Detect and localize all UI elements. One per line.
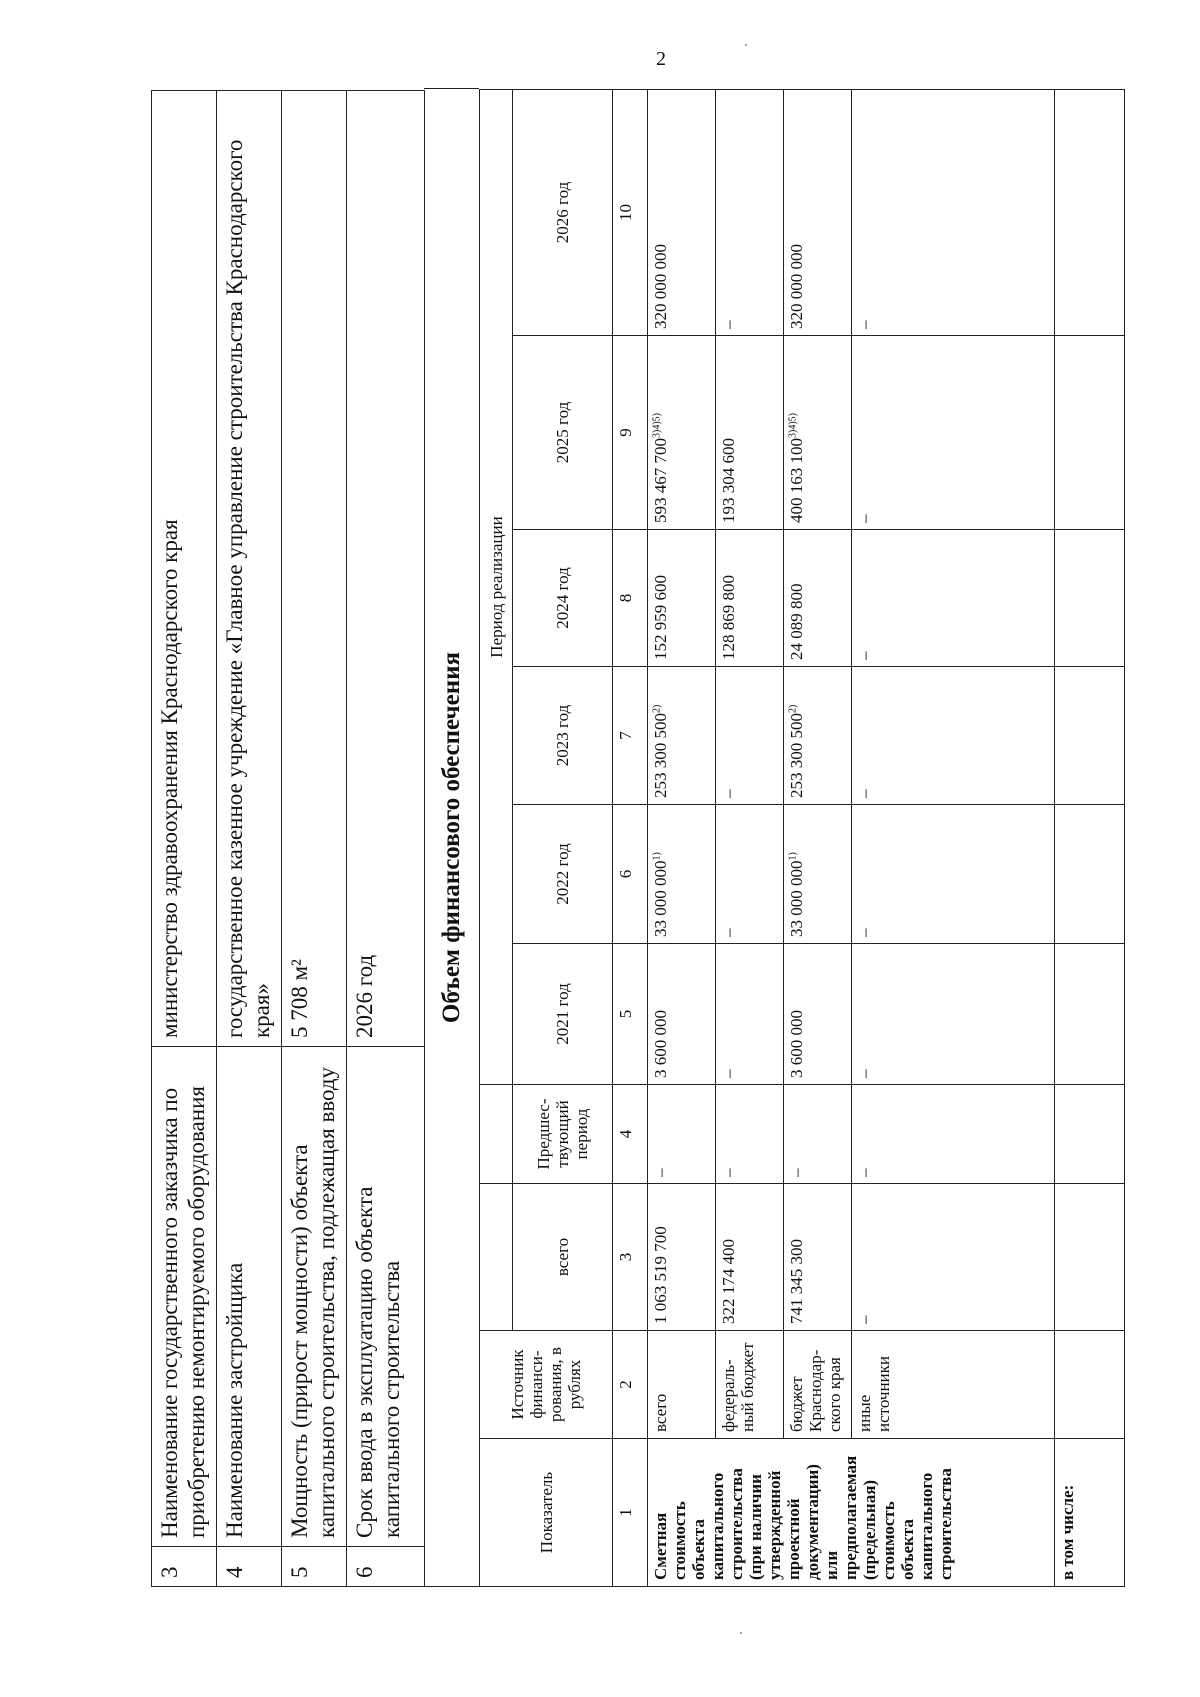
year-cell: – [716, 944, 784, 1085]
indicator-cell: Сметная стоимость объекта капитального строительства (при наличии утвержденной проектной документации) или предполагаемая (предельная) стоимость объекта капитального строительства [648, 1439, 1055, 1587]
header-indicator: Показатель [480, 1439, 613, 1587]
column-index: 10 [613, 89, 648, 335]
column-index: 1 [613, 1439, 648, 1587]
info-row [152, 91, 217, 1587]
info-row [282, 91, 347, 1587]
source-cell: всего [648, 1331, 716, 1439]
year-cell: 128 869 800 [716, 530, 784, 667]
empty-cell [1055, 1085, 1125, 1184]
row-number: 3 [152, 1547, 217, 1587]
footnote-mark: 3)4)5) [651, 413, 663, 438]
row-number: 6 [347, 1547, 425, 1587]
table-row [716, 89, 784, 1586]
year-cell [648, 805, 716, 944]
year-cell [648, 667, 716, 805]
year-cell: – [716, 667, 784, 805]
header-total: всего [513, 1184, 613, 1331]
year-cell: – [852, 944, 1055, 1085]
year-cell: 3 600 000 [784, 944, 852, 1085]
header-year: 2026 год [513, 89, 613, 335]
prior-cell: – [784, 1085, 852, 1184]
last-row-label: в том числе: [1055, 1439, 1125, 1587]
source-cell: бюджет Краснодар-ского края [784, 1331, 852, 1439]
footnote-mark: 2) [787, 704, 799, 713]
footnote-mark: 3)4)5) [787, 413, 799, 438]
financing-table [479, 89, 1125, 1587]
rotated-sheet [151, 90, 1183, 1587]
year-cell: – [852, 336, 1055, 530]
header-year: 2025 год [513, 336, 613, 530]
year-cell: – [852, 89, 1055, 335]
header-prior: Предшес-твующий период [513, 1085, 613, 1184]
source-cell: иные источники [852, 1331, 1055, 1439]
total-cell: 1 063 519 700 [648, 1184, 716, 1331]
year-cell [784, 805, 852, 944]
row-number: 5 [282, 1547, 347, 1587]
info-row [217, 91, 282, 1587]
year-cell: 320 000 000 [784, 89, 852, 335]
column-index: 5 [613, 944, 648, 1085]
value-text: 33 000 000 [651, 860, 670, 937]
column-index: 4 [613, 1085, 648, 1184]
column-index: 2 [613, 1331, 648, 1439]
column-index: 3 [613, 1184, 648, 1331]
page-number: 2 [656, 48, 666, 70]
table-row [852, 89, 1055, 1586]
empty-cell [1055, 667, 1125, 805]
year-cell: 24 089 800 [784, 530, 852, 667]
row-label: Мощность (прирост мощности) объекта капитального строительства, подлежащая вводу [282, 1047, 347, 1547]
row-value: министерство здравоохранения Краснодарского края [152, 91, 217, 1047]
header-source: Источник финанси-рования, в рублях [480, 1331, 613, 1439]
row-label: Срок ввода в эксплуатацию объекта капитального строительства [347, 1047, 425, 1547]
year-cell [784, 336, 852, 530]
year-cell: – [852, 530, 1055, 667]
footnote-mark: 2) [651, 704, 663, 713]
year-cell: 193 304 600 [716, 336, 784, 530]
year-cell: 320 000 000 [648, 89, 716, 335]
header-year: 2022 год [513, 805, 613, 944]
header-blank [480, 1085, 513, 1184]
empty-cell [1055, 336, 1125, 530]
prior-cell: – [648, 1085, 716, 1184]
value-text: 253 300 500 [651, 713, 670, 798]
year-cell: 3 600 000 [648, 944, 716, 1085]
scan-speck [745, 44, 747, 46]
column-index: 8 [613, 530, 648, 667]
table-row [1055, 89, 1125, 1586]
row-value: 5 708 м² [282, 91, 347, 1047]
empty-cell [1055, 805, 1125, 944]
year-cell [784, 667, 852, 805]
empty-cell [1055, 1184, 1125, 1331]
column-index: 9 [613, 336, 648, 530]
year-cell: – [852, 667, 1055, 805]
object-info-table [151, 90, 425, 1587]
header-period: Период реализации [480, 89, 513, 1084]
column-index: 7 [613, 667, 648, 805]
scan-speck [740, 1632, 742, 1634]
prior-cell: – [852, 1085, 1055, 1184]
value-text: 400 163 100 [787, 438, 806, 523]
header-year: 2024 год [513, 530, 613, 667]
total-cell: – [852, 1184, 1055, 1331]
source-cell: федераль-ный бюджет [716, 1331, 784, 1439]
header-year: 2023 год [513, 667, 613, 805]
table-row [784, 89, 852, 1586]
year-cell: 152 959 600 [648, 530, 716, 667]
value-text: 33 000 000 [787, 860, 806, 937]
column-index: 6 [613, 805, 648, 944]
total-cell: 741 345 300 [784, 1184, 852, 1331]
prior-cell: – [716, 1085, 784, 1184]
column-index-row [613, 89, 648, 1586]
footnote-mark: 1) [651, 852, 663, 861]
section-title: Объем финансового обеспечения [424, 88, 479, 1587]
empty-cell [1055, 944, 1125, 1085]
year-cell: – [716, 89, 784, 335]
year-cell: – [852, 805, 1055, 944]
header-blank [480, 1184, 513, 1331]
empty-cell [1055, 530, 1125, 667]
info-row [347, 91, 425, 1587]
row-number: 4 [217, 1547, 282, 1587]
footnote-mark: 1) [787, 852, 799, 861]
value-text: 253 300 500 [787, 713, 806, 798]
value-text: 593 467 700 [651, 438, 670, 523]
row-value: государственное казенное учреждение «Главное управление строительства Краснодарского края» [217, 91, 282, 1047]
year-cell [648, 336, 716, 530]
empty-cell [1055, 89, 1125, 335]
row-label: Наименование застройщика [217, 1047, 282, 1547]
row-value: 2026 год [347, 91, 425, 1047]
total-cell: 322 174 400 [716, 1184, 784, 1331]
header-year: 2021 год [513, 944, 613, 1085]
year-cell: – [716, 805, 784, 944]
row-label: Наименование государственного заказчика по приобретению немонтируемого оборудования [152, 1047, 217, 1547]
empty-cell [1055, 1331, 1125, 1439]
table-row [648, 89, 716, 1586]
